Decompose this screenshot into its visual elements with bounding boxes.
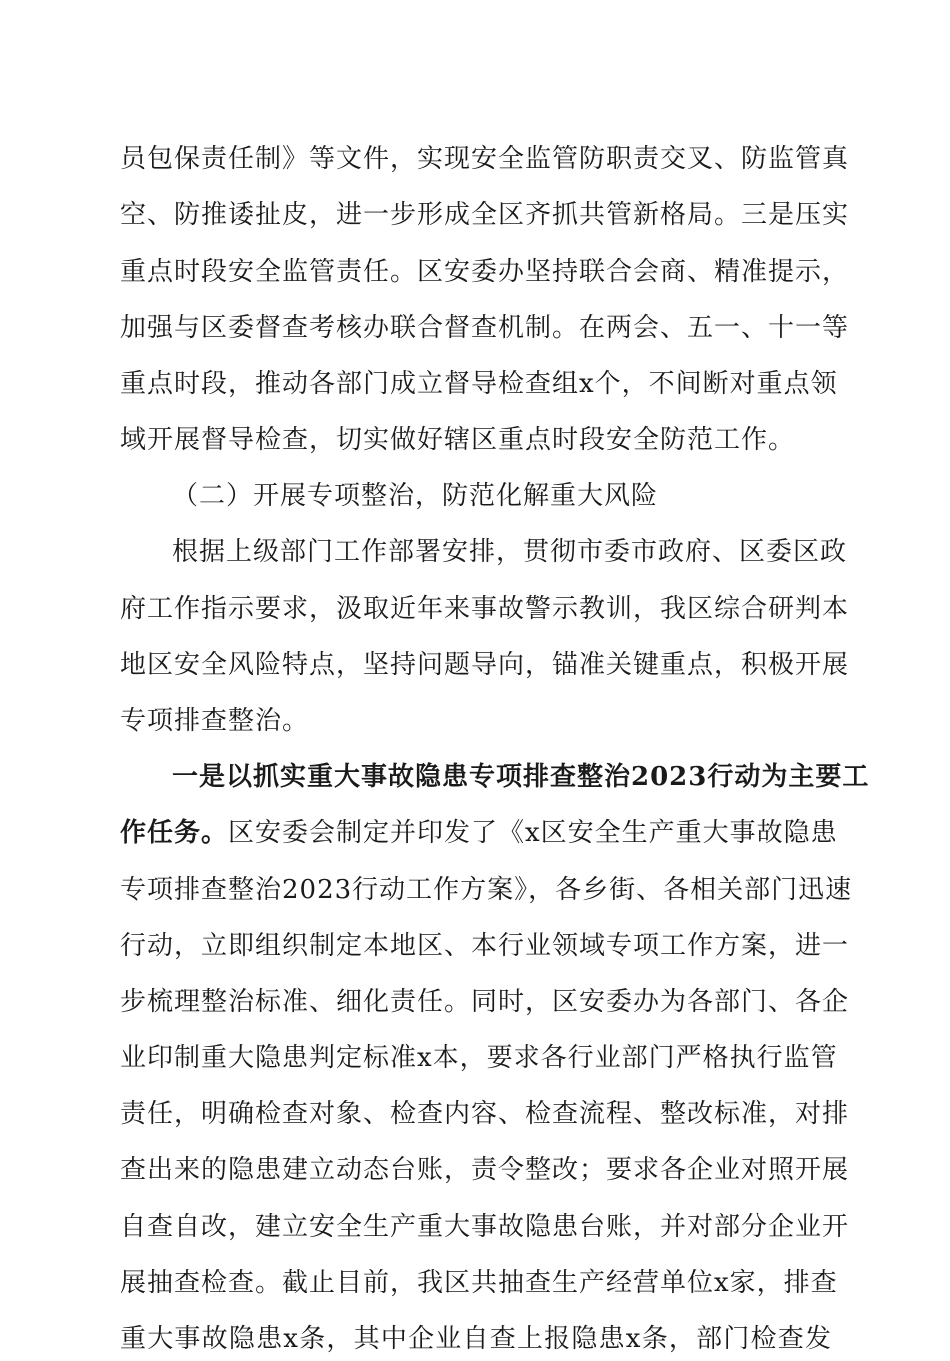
paragraph-line: 员包保责任制》等文件，实现安全监管防职责交叉、防监管真	[120, 144, 850, 174]
paragraph-line: 重大事故隐患x条，其中企业自查上报隐患x条，部门检查发	[120, 1324, 832, 1354]
paragraph-line: 加强与区委督查考核办联合督查机制。在两会、五一、十一等	[120, 313, 850, 343]
paragraph-line: 业印制重大隐患判定标准x本，要求各行业部门严格执行监管	[120, 1043, 838, 1073]
paragraph-line: 步梳理整治标准、细化责任。同时，区安委办为各部门、各企	[120, 987, 850, 1017]
paragraph-line: 根据上级部门工作部署安排，贯彻市委市政府、区委区政	[172, 537, 848, 567]
paragraph-line-rest: 区安委会制定并印发了《x区安全生产重大事故隐患	[228, 818, 838, 848]
paragraph-line: 展抽查检查。截止目前，我区共抽查生产经营单位x家，排查	[120, 1268, 838, 1298]
section-heading: （二）开展专项整治，防范化解重大风险	[172, 481, 659, 511]
paragraph-lead-bold-end: 作任务。	[120, 818, 229, 848]
paragraph-line-mixed	[120, 811, 838, 855]
paragraph-line: 域开展督导检查，切实做好辖区重点时段安全防范工作。	[120, 425, 796, 455]
paragraph-line: 府工作指示要求，汲取近年来事故警示教训，我区综合研判本	[120, 594, 850, 624]
paragraph-line: 行动，立即组织制定本地区、本行业领域专项工作方案，进一	[120, 931, 850, 961]
paragraph-line: 查出来的隐患建立动态台账，责令整改；要求各企业对照开展	[120, 1155, 850, 1185]
paragraph-line: 责任，明确检查对象、检查内容、检查流程、整改标准，对排	[120, 1099, 850, 1129]
paragraph-line: 专项排查整治2023行动工作方案》，各乡街、各相关部门迅速	[120, 875, 853, 905]
paragraph-line: 空、防推诿扯皮，进一步形成全区齐抓共管新格局。三是压实	[120, 200, 850, 230]
paragraph-line: 重点时段，推动各部门成立督导检查组x个，不间断对重点领	[120, 369, 838, 399]
paragraph-line: 地区安全风险特点，坚持问题导向，锚准关键重点，积极开展	[120, 650, 850, 680]
paragraph-line: 自查自改，建立安全生产重大事故隐患台账，并对部分企业开	[120, 1212, 850, 1242]
paragraph-lead-bold: 一是以抓实重大事故隐患专项排查整治2023行动为主要工	[172, 762, 870, 792]
paragraph-line: 重点时段安全监管责任。区安委办坚持联合会商、精准提示，	[120, 257, 850, 287]
paragraph-line: 专项排查整治。	[120, 706, 310, 736]
